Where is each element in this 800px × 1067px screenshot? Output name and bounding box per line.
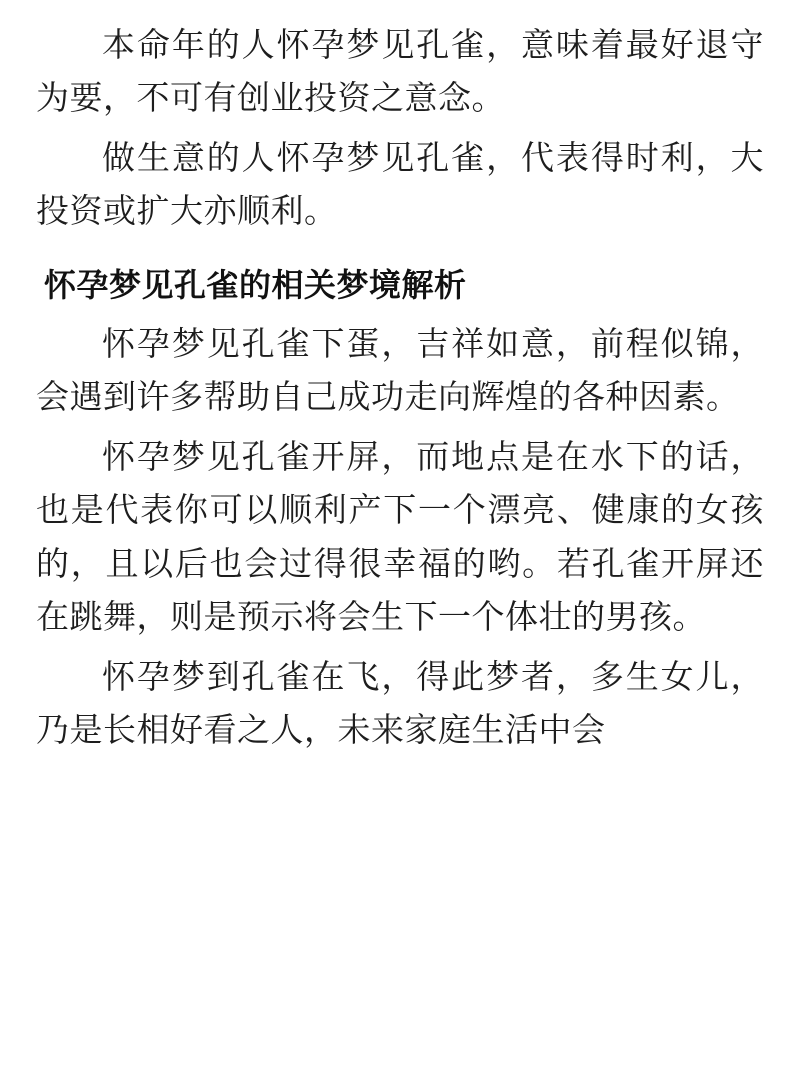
section-heading: 怀孕梦见孔雀的相关梦境解析: [44, 266, 467, 303]
paragraph-5: 怀孕梦到孔雀在飞，得此梦者，多生女儿，乃是长相好看之人，未来家庭生活中会: [36, 657, 764, 749]
paragraph-1: 本命年的人怀孕梦见孔雀，意味着最好退守为要，不可有创业投资之意念。: [36, 26, 764, 117]
paragraph-2: 做生意的人怀孕梦见孔雀，代表得时利，大投资或扩大亦顺利。: [36, 138, 764, 230]
paragraph-3: 怀孕梦见孔雀下蛋，吉祥如意，前程似锦，会遇到许多帮助自己成功走向辉煌的各种因素。: [36, 325, 764, 416]
paragraph-4: 怀孕梦见孔雀开屏，而地点是在水下的话，也是代表你可以顺利产下一个漂亮、健康的女孩的，且以后也会过得很幸福的哟。若孔雀开屏还在跳舞，则是预示将会生下一个体壮的男孩。: [36, 437, 764, 636]
